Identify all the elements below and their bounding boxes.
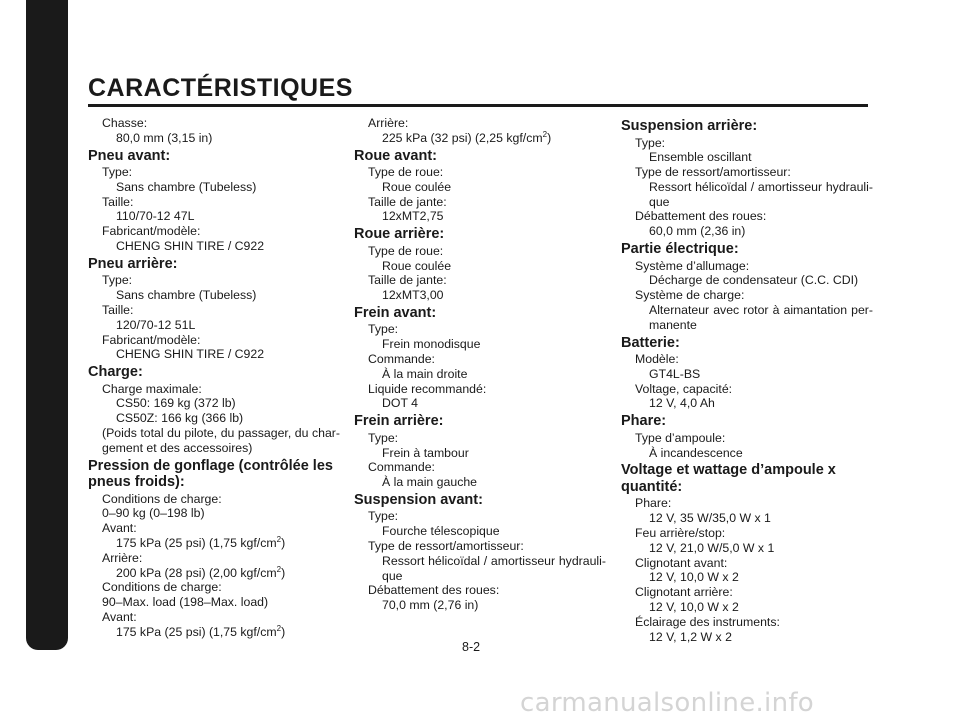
spec-label: Système d’allumage: bbox=[635, 258, 750, 273]
spec-value: À incandescence bbox=[649, 445, 743, 460]
spec-label: Commande: bbox=[368, 460, 435, 475]
column-3 bbox=[621, 116, 873, 644]
superscript: 2 bbox=[542, 129, 548, 139]
spec-label: Avant: bbox=[102, 610, 137, 625]
spec-label: Charge maximale: bbox=[102, 381, 202, 396]
spec-value: 12 V, 21,0 W/5,0 W x 1 bbox=[649, 540, 775, 555]
spec-label: Liquide recommandé: bbox=[368, 381, 487, 396]
superscript: 2 bbox=[276, 534, 282, 544]
spec-label: Type de ressort/amortisseur: bbox=[635, 165, 791, 180]
spec-value: CS50: 169 kg (372 lb) bbox=[116, 396, 236, 411]
spec-value: À la main gauche bbox=[382, 475, 478, 490]
spec-note: (Poids total du pilote, du passager, du char-gement et des accessoires) bbox=[102, 426, 340, 455]
spec-label: Fabricant/modèle: bbox=[102, 332, 201, 347]
spec-label: Taille: bbox=[102, 194, 134, 209]
spec-label: Type: bbox=[635, 135, 666, 150]
spec-label: Taille de jante: bbox=[368, 194, 447, 209]
paren: ) bbox=[281, 565, 286, 580]
spec-label: Type: bbox=[102, 273, 133, 288]
page-title: CARACTÉRISTIQUES bbox=[88, 74, 353, 102]
chapter-tab bbox=[26, 0, 68, 650]
spec-value-row bbox=[88, 536, 340, 551]
watermark: carmanualsonline.info bbox=[520, 688, 815, 718]
section-heading: Roue avant: bbox=[354, 147, 437, 164]
spec-value: CHENG SHIN TIRE / C922 bbox=[116, 239, 265, 254]
spec-label: Type de roue: bbox=[368, 243, 444, 258]
spec-value: 175 kPa (25 psi) (1,75 kgf/cm bbox=[116, 624, 277, 639]
spec-label: Type de roue: bbox=[368, 165, 444, 180]
spec-value: 120/70-12 51L bbox=[116, 317, 196, 332]
spec-value: 12xMT2,75 bbox=[382, 209, 444, 224]
spec-value: DOT 4 bbox=[382, 396, 418, 411]
spec-label: Phare: bbox=[635, 496, 672, 511]
spec-label: Conditions de charge: bbox=[102, 580, 222, 595]
spec-value: Décharge de condensateur (C.C. CDI) bbox=[649, 273, 859, 288]
spec-value: Ensemble oscillant bbox=[649, 150, 752, 165]
column-1 bbox=[88, 116, 340, 640]
spec-label: Commande: bbox=[368, 352, 435, 367]
spec-label: Chasse: bbox=[102, 116, 148, 130]
spec-label: Modèle: bbox=[635, 352, 679, 367]
spec-label: Fabricant/modèle: bbox=[102, 224, 201, 239]
spec-value: Roue coulée bbox=[382, 258, 452, 273]
spec-label: Taille de jante: bbox=[368, 273, 447, 288]
spec-value: 175 kPa (25 psi) (1,75 kgf/cm bbox=[116, 536, 277, 551]
spec-value-row bbox=[354, 131, 606, 146]
title-rule bbox=[88, 104, 868, 107]
spec-value: 0–90 kg (0–198 lb) bbox=[102, 506, 205, 521]
section-heading: Partie électrique: bbox=[621, 241, 739, 258]
section-heading: Charge: bbox=[88, 364, 143, 381]
page-number: 8-2 bbox=[462, 640, 481, 654]
spec-value: CS50Z: 166 kg (366 lb) bbox=[116, 411, 244, 426]
spec-value: GT4L-BS bbox=[649, 366, 701, 381]
spec-value: 110/70-12 47L bbox=[116, 209, 195, 224]
section-heading: Suspension arrière: bbox=[621, 118, 758, 134]
chapter-tab-number: 8 bbox=[41, 648, 52, 668]
spec-value: 12xMT3,00 bbox=[382, 288, 444, 303]
section-heading: Pression de gonflage (contrôlée les pneus froids): bbox=[88, 457, 333, 491]
spec-label: Type: bbox=[102, 165, 133, 180]
spec-label: Taille: bbox=[102, 302, 134, 317]
section-heading: Voltage et wattage d’ampoule x quantité: bbox=[621, 462, 836, 495]
spec-value: 70,0 mm (2,76 in) bbox=[382, 598, 479, 613]
spec-label: Voltage, capacité: bbox=[635, 381, 733, 396]
spec-value: 200 kPa (28 psi) (2,00 kgf/cm bbox=[116, 565, 277, 580]
spec-label: Éclairage des instruments: bbox=[635, 614, 780, 629]
spec-value: Alternateur avec rotor à aimantation per-manente bbox=[649, 302, 873, 332]
spec-value: Roue coulée bbox=[382, 179, 452, 194]
spec-value: Sans chambre (Tubeless) bbox=[116, 179, 257, 194]
column-2 bbox=[354, 116, 606, 613]
spec-label: Débattement des roues: bbox=[635, 209, 767, 224]
spec-value-row bbox=[88, 566, 340, 581]
spec-label: Type: bbox=[368, 509, 399, 524]
spec-value: 12 V, 10,0 W x 2 bbox=[649, 599, 739, 614]
spec-label: Débattement des roues: bbox=[368, 583, 500, 598]
spec-value: 12 V, 4,0 Ah bbox=[649, 396, 715, 411]
spec-value: Sans chambre (Tubeless) bbox=[116, 288, 257, 303]
spec-value: CHENG SHIN TIRE / C922 bbox=[116, 347, 265, 362]
spec-value: À la main droite bbox=[382, 366, 468, 381]
paren: ) bbox=[281, 624, 286, 639]
spec-label: Type: bbox=[368, 430, 399, 445]
spec-label: Clignotant avant: bbox=[635, 555, 728, 570]
spec-value: Ressort hélicoïdal / amortisseur hydrauli-que bbox=[382, 553, 606, 583]
spec-value: 90–Max. load (198–Max. load) bbox=[102, 595, 269, 610]
spec-value: 12 V, 10,0 W x 2 bbox=[649, 570, 739, 585]
spec-value: 12 V, 1,2 W x 2 bbox=[649, 629, 732, 644]
spec-label: Arrière: bbox=[102, 550, 143, 565]
spec-value: Fourche télescopique bbox=[382, 524, 500, 539]
section-heading: Batterie: bbox=[621, 334, 680, 351]
spec-label: Type d’ampoule: bbox=[635, 430, 726, 445]
spec-value: Ressort hélicoïdal / amortisseur hydrauli-que bbox=[649, 179, 873, 209]
section-heading: Roue arrière: bbox=[354, 226, 445, 243]
spec-label: Arrière: bbox=[368, 116, 409, 130]
section-heading: Phare: bbox=[621, 413, 667, 430]
spec-label: Conditions de charge: bbox=[102, 491, 222, 506]
section-heading: Suspension avant: bbox=[354, 491, 483, 508]
spec-value: 60,0 mm (2,36 in) bbox=[649, 224, 746, 239]
spec-label: Avant: bbox=[102, 521, 137, 536]
spec-value: 80,0 mm (3,15 in) bbox=[116, 130, 213, 145]
paren: ) bbox=[547, 130, 552, 145]
spec-label: Système de charge: bbox=[635, 288, 745, 303]
spec-value: Frein monodisque bbox=[382, 337, 481, 352]
spec-label: Type: bbox=[368, 322, 399, 337]
spec-value: 12 V, 35 W/35,0 W x 1 bbox=[649, 511, 771, 526]
spec-label: Type de ressort/amortisseur: bbox=[368, 539, 524, 554]
section-heading: Pneu avant: bbox=[88, 147, 171, 164]
spec-label: Feu arrière/stop: bbox=[635, 525, 726, 540]
section-heading: Frein arrière: bbox=[354, 413, 444, 430]
paren: ) bbox=[281, 536, 286, 551]
superscript: 2 bbox=[276, 564, 282, 574]
spec-value: Frein à tambour bbox=[382, 445, 469, 460]
spec-value: 225 kPa (32 psi) (2,25 kgf/cm bbox=[382, 130, 543, 145]
section-heading: Frein avant: bbox=[354, 304, 437, 321]
spec-value-row bbox=[88, 625, 340, 640]
superscript: 2 bbox=[276, 623, 282, 633]
spec-label: Clignotant arrière: bbox=[635, 585, 733, 600]
section-heading: Pneu arrière: bbox=[88, 255, 178, 272]
